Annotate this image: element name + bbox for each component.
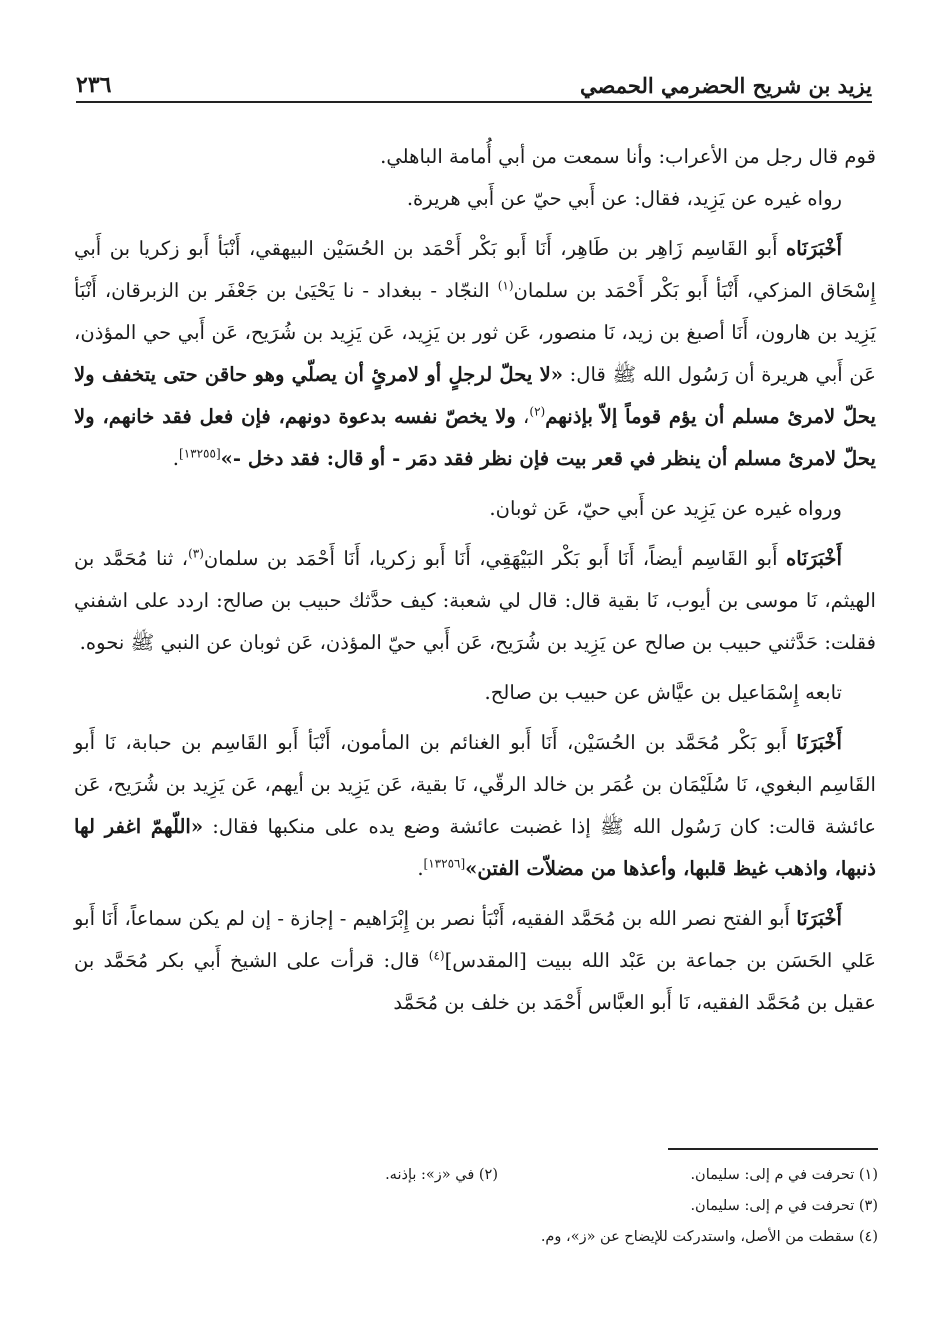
chain-keyword: أَخْبَرَنَا (796, 907, 842, 930)
footnotes (120, 1160, 878, 1253)
main-text (74, 136, 876, 1024)
hadith-reference-number: [١٣٢٥٥] (179, 446, 221, 461)
footnote-2: (٢) في «ز»: بإذنه. (385, 1167, 498, 1183)
chain-text: أَبو بَكْر مُحَمَّد بن الحُسَيْن، أَنَا أَبو الغنائم بن المأمون، أَنْبَأ أَبو القَاسِم بن حبابة، نَا أَبو القَاسِم البغوي، نَا سُلَيْمَان بن عُمَر بن خالد الرقّي، نَا بقية، عَن يَزِيد بن أيهم، عَن يَزِيد بن شُرَيح، عَن عائشة قالت: كان رَسُول الله ﷺ إذا غضبت عائشة وضع يده على منكبها فقال: (74, 731, 877, 838)
footnote-marker-2: (٢) (529, 404, 546, 419)
paragraph-7 (74, 722, 876, 890)
paragraph-3 (74, 228, 876, 480)
chain-text: قال: قرأت على الشيخ أَبي بكر مُحَمَّد بن عقيل بن مُحَمَّد الفقيه، نَا أَبو العبَّاس أَحْمَد بن خلف بن مُحَمَّد (74, 949, 876, 1014)
footnote-4: (٤) سقطت من الأصل، واستدركت للإيضاح عن «ز»، وم. (540, 1229, 878, 1245)
footnote-marker-1: (١) (497, 278, 514, 293)
footnote-row (120, 1191, 878, 1222)
chain-keyword: أَخْبَرَنَا (796, 731, 842, 754)
chain-keyword: أَخْبَرَنَاه (786, 547, 842, 570)
footnote-marker-4: (٤) (428, 948, 445, 963)
hadith-text: ولا يخصّ نفسه بدعوة دونهم، فإن فعل فقد خانهم، ولا يحلّ لامرئ مسلم أن ينظر في قعر بيت فإن نظر فقد دمَر - أو قال: فقد دخل -» (74, 405, 876, 470)
separator-text: ، (515, 405, 530, 428)
footnote-row (120, 1222, 878, 1253)
chain-text: أَبو الفتح نصر الله بن مُحَمَّد الفقيه، أَنْبَأ نصر بن إِبْرَاهيم - إجازة - إن لم يكن سماعاً، أَنَا أَبو عَلي الحَسَن بن جماعة بن عَبْد الله ببيت [المقدس] (74, 907, 877, 972)
paragraph-1: قوم قال رجل من الأعراب: وأنا سمعت من أبي أُمامة الباهلي. (380, 145, 876, 168)
chain-text: النجّاد - ببغداد - نا يَحْيَىٰ بن جَعْفَر بن الزبرقان، أَنْبَأ يَزِيد بن هارون، أَنَا أصبغ بن زيد، نَا منصور، عَن ثور بن يَزِيد، عَن يَزِيد بن شُرَيح، عَن أَبي حي المؤذن، عَن أَبي هريرة أن رَسُول الله ﷺ قال: (74, 279, 876, 386)
running-title: يزيد بن شريح الحضرمي الحمصي (580, 73, 872, 98)
running-header (76, 58, 872, 98)
footnote-marker-3: (٣) (188, 546, 204, 561)
footnote-1: (١) تحرفت في م إلى: سليمان. (690, 1167, 878, 1183)
footnote-row (120, 1160, 878, 1191)
end-punctuation: . (172, 447, 180, 470)
footnote-3: (٣) تحرفت في م إلى: سليمان. (690, 1198, 878, 1214)
hadith-text: «لا يحلّ لرجلٍ أو لامرئٍ أن يصلّي وهو حاقن حتى يتخفف ولا يحلّ لامرئ مسلم أن يؤم قوماً إلاّ بإذنهم (74, 363, 876, 428)
chain-text: أَبو القَاسِم أيضاً، أَنَا أَبو بَكْر البَيْهَقِي، أَنَا أَبو زكريا، أَنَا أَحْمَد بن سلمان (203, 547, 787, 570)
hadith-reference-number: [١٣٢٥٦] (423, 856, 466, 871)
paragraph-2: رواه غيره عن يَزِيد، فقال: عن أَبي حيّ عن أَبي هريرة. (406, 187, 842, 210)
end-punctuation: . (417, 857, 424, 880)
footnote-rule (668, 1148, 878, 1150)
paragraph-6: تابعه إِسْمَاعيل بن عيَّاش عن حبيب بن صالح. (484, 681, 842, 704)
chain-text: أَبو القَاسِم زَاهِر بن طَاهِر، أَنَا أَبو بَكْر أَحْمَد بن الحُسَيْن البيهقي، أَنْبَأ أَبو زكريا بن أَبي إِسْحَاق المزكي، أَنْبَأ أَبو بَكْر أَحْمَد بن سلمان (74, 237, 876, 302)
paragraph-4: ورواه غيره عن يَزِيد عن أَبي حيّ، عَن ثوبان. (489, 497, 842, 520)
hadith-text: «اللّهمّ اغفر لها ذنبها، واذهب غيظ قلبها، وأعذها من مضلاّت الفتن» (74, 815, 876, 880)
chain-keyword: أَخْبَرَنَاه (786, 237, 842, 260)
paragraph-8 (74, 898, 876, 1024)
header-rule (76, 101, 872, 103)
chain-text: ، ثنا مُحَمَّد بن الهيثم، نَا موسى بن أيوب، نَا بقية قال: قال لي شعبة: كيف حدَّثك حبيب بن صالح: اردد على اشفني فقلت: حَدَّثني حبيب بن صالح عن يَزِيد بن شُرَيح، عَن أَبي حيّ المؤذن، عَن ثوبان عن النبي ﷺ نحوه. (74, 547, 876, 654)
paragraph-5 (74, 538, 876, 664)
page-number: ٢٣٦ (76, 72, 112, 98)
